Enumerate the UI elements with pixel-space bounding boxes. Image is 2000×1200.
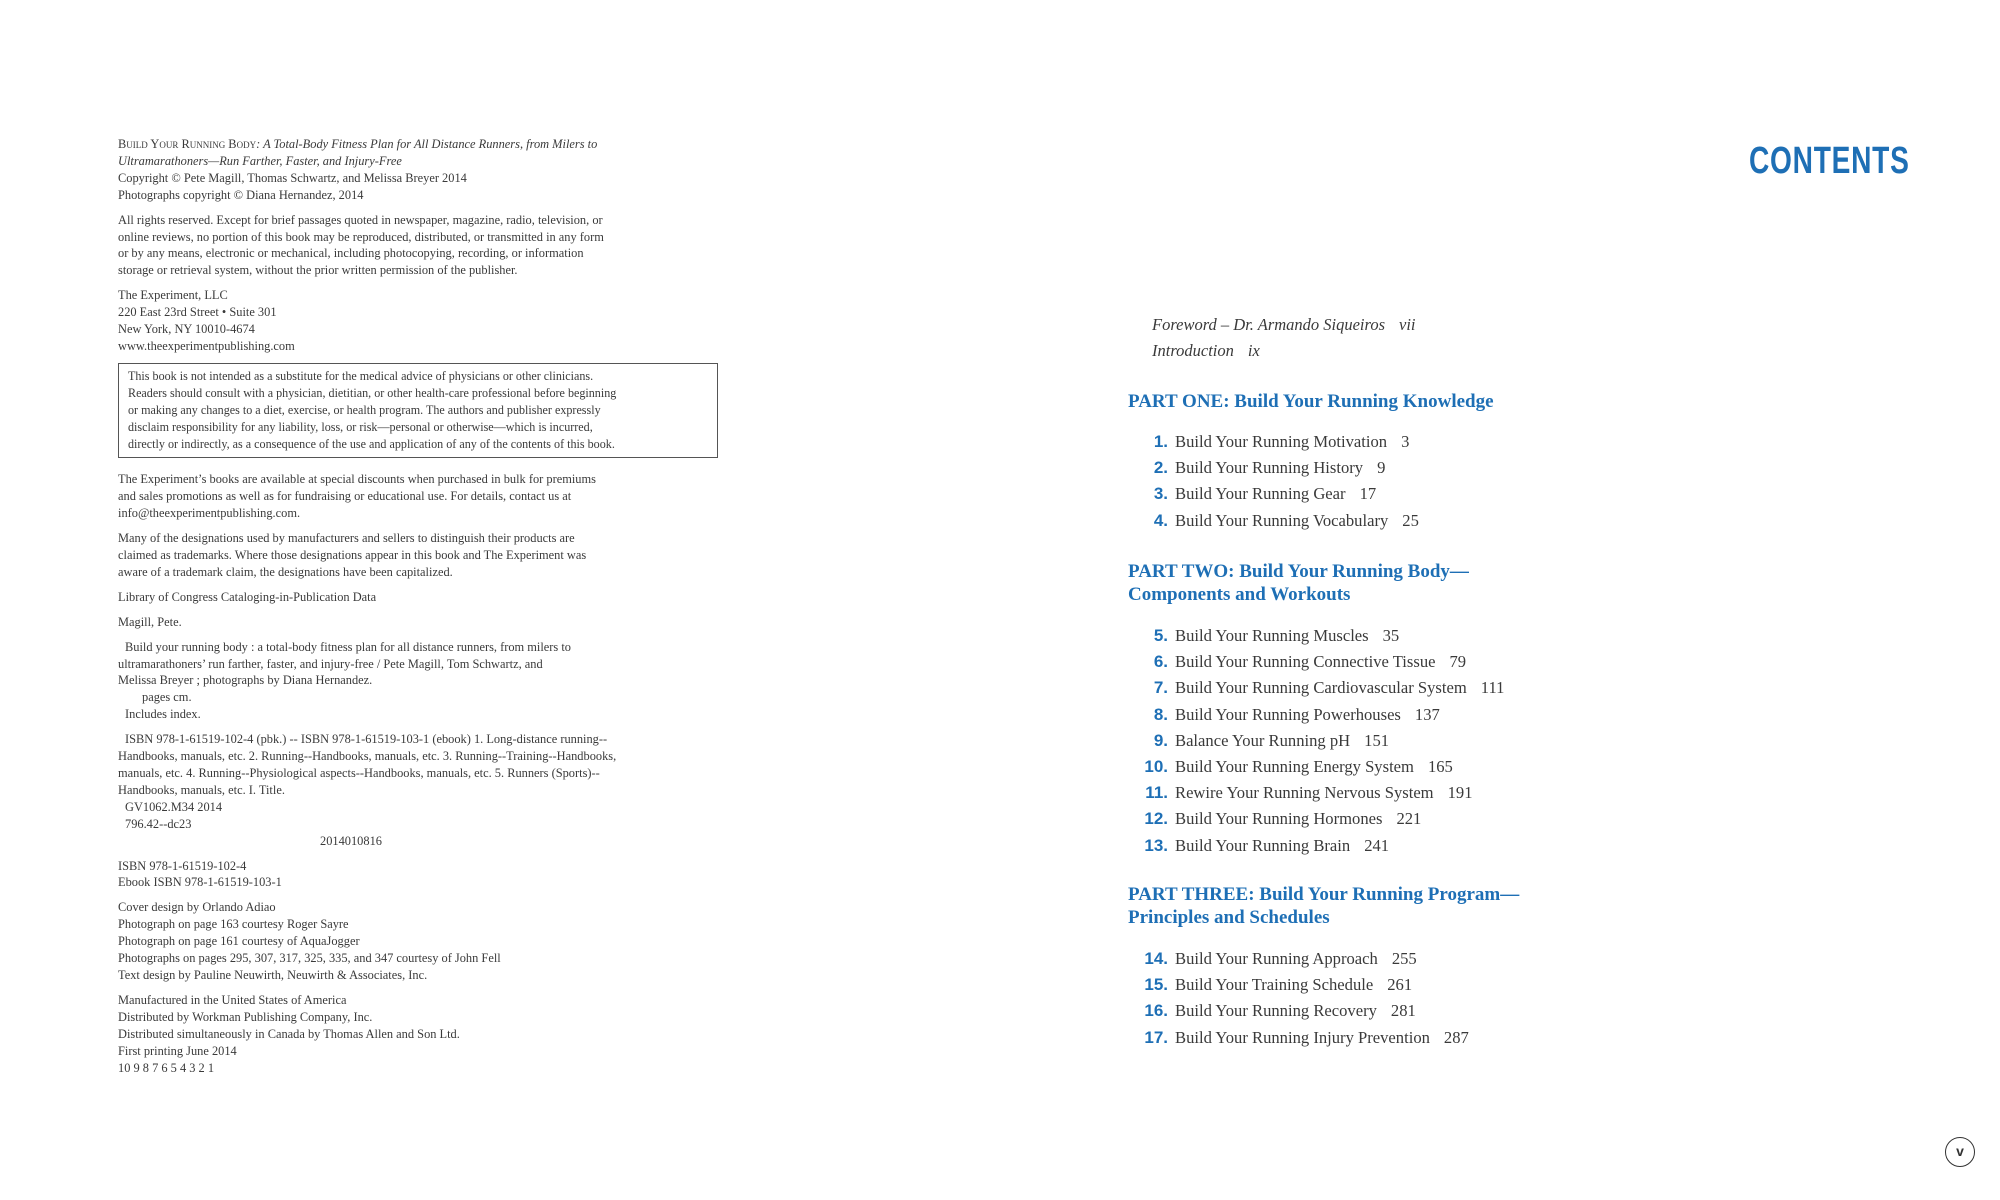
text-line: Build your running body : a total-body fitness plan for all distance runners, from milers to <box>125 639 571 654</box>
chapter-title: Build Your Running Hormones <box>1175 809 1383 829</box>
chapter-number: 17. <box>1144 1027 1168 1047</box>
text-line: and sales promotions as well as for fundraising or educational use. For details, contact us at <box>118 489 572 504</box>
part-one-heading[interactable] <box>1128 390 1494 413</box>
rights-paragraph <box>118 212 728 280</box>
part-title-line: PART ONE: Build Your Running Knowledge <box>1128 391 1494 412</box>
isbn-print: ISBN 978-1-61519-102-4 <box>118 858 247 873</box>
text-line: or by any means, electronic or mechanical, including photocopying, recording, or information <box>118 246 584 261</box>
toc-chapter[interactable] <box>1128 806 1504 832</box>
page-number-badge: v <box>1945 1137 1975 1167</box>
toc-chapter[interactable] <box>1128 429 1419 455</box>
text-line: All rights reserved. Except for brief passages quoted in newspaper, magazine, radio, television, or <box>118 212 603 227</box>
chapter-title: Build Your Running Energy System <box>1175 756 1414 776</box>
chapter-title: Build Your Running Muscles <box>1175 626 1369 645</box>
part-three-heading[interactable] <box>1128 883 1519 929</box>
chapter-number: 2. <box>1153 458 1168 478</box>
chapter-number: 12. <box>1144 809 1168 829</box>
chapter-title: Build Your Running Motivation <box>1175 432 1388 451</box>
toc-chapter[interactable] <box>1128 754 1504 780</box>
photo-copyright-line: Photographs copyright © Diana Hernandez, 2014 <box>118 187 364 202</box>
chapter-number: 8. <box>1153 704 1168 724</box>
toc-entry-page: ix <box>1247 341 1260 360</box>
text-line: ISBN 978-1-61519-102-4 (pbk.) -- ISBN 978-1-61519-103-1 (ebook) 1. Long-distance running-- <box>125 732 608 747</box>
chapter-number: 4. <box>1153 510 1168 530</box>
text-line: Distributed by Workman Publishing Company, Inc. <box>118 1009 373 1024</box>
part-three-chapters <box>1128 946 1469 1051</box>
cip-pages: pages cm. <box>142 690 192 705</box>
isbn-ebook: Ebook ISBN 978-1-61519-103-1 <box>118 875 282 890</box>
text-line: online reviews, no portion of this book may be reproduced, distributed, or transmitted in any form <box>118 229 604 244</box>
text-line: directly or indirectly, as a consequence of the use and application of any of the contents of this book. <box>128 436 615 451</box>
chapter-page: 191 <box>1447 783 1473 803</box>
chapter-page: 255 <box>1391 949 1417 968</box>
book-subtitle-cont: Ultramarathoners—Run Farther, Faster, and Injury-Free <box>118 153 402 168</box>
publisher-city: New York, NY 10010-4674 <box>118 322 255 337</box>
chapter-number: 3. <box>1153 484 1168 504</box>
part-one-chapters <box>1128 429 1419 534</box>
cip-heading: Library of Congress Cataloging-in-Publication Data <box>118 589 377 604</box>
toc-chapter[interactable] <box>1128 623 1504 649</box>
lccn-number: 2014010816 <box>320 833 382 848</box>
chapter-page: 241 <box>1364 835 1390 855</box>
contents-heading: CONTENTS <box>1749 140 1910 182</box>
credits-block <box>118 899 728 984</box>
book-subtitle: : A Total-Body Fitness Plan for All Distance Runners, from Milers to <box>256 137 598 151</box>
text-line: Many of the designations used by manufacturers and sellers to distinguish their products are <box>118 531 575 546</box>
isbn-subjects <box>118 731 728 832</box>
cip-author: Magill, Pete. <box>118 614 182 629</box>
publisher-street: 220 East 23rd Street • Suite 301 <box>118 305 277 320</box>
bulk-sales-paragraph <box>118 471 728 522</box>
chapter-number: 10. <box>1144 756 1168 776</box>
chapter-number: 7. <box>1153 678 1168 698</box>
chapter-page: 111 <box>1480 678 1505 698</box>
chapter-title: Build Your Running Injury Prevention <box>1175 1027 1430 1047</box>
part-title-line: Principles and Schedules <box>1128 907 1330 928</box>
chapter-title: Rewire Your Running Nervous System <box>1175 783 1434 803</box>
chapter-title: Build Your Running Powerhouses <box>1175 704 1401 724</box>
chapter-page: 151 <box>1364 730 1390 750</box>
part-two-heading[interactable] <box>1128 560 1469 606</box>
text-line: manuals, etc. 4. Running--Physiological aspects--Handbooks, manuals, etc. 5. Runners (Sports)-- <box>118 766 600 780</box>
toc-chapter[interactable] <box>1128 702 1504 728</box>
chapter-title: Build Your Training Schedule <box>1175 975 1374 995</box>
copyright-page <box>118 136 728 1084</box>
text-line: Melissa Breyer ; photographs by Diana Hernandez. <box>118 673 373 688</box>
dewey-number: 796.42--dc23 <box>125 816 192 831</box>
toc-entry-title: Introduction <box>1152 341 1234 360</box>
chapter-number: 1. <box>1153 432 1168 451</box>
text-line: storage or retrieval system, without the prior written permission of the publisher. <box>118 263 518 278</box>
cip-record <box>118 639 728 724</box>
part-two-chapters <box>1128 623 1504 859</box>
text-line: Readers should consult with a physician, dietitian, or other health-care professional before beginning <box>128 385 617 400</box>
text-line: Text design by Pauline Neuwirth, Neuwirth & Associates, Inc. <box>118 967 428 982</box>
text-line: info@theexperimentpublishing.com. <box>118 506 301 521</box>
chapter-page: 3 <box>1401 432 1410 451</box>
manufacture-block <box>118 992 728 1077</box>
chapter-page: 35 <box>1382 626 1400 645</box>
printing-line: 10 9 8 7 6 5 4 3 2 1 <box>118 1060 215 1075</box>
text-line: Distributed simultaneously in Canada by Thomas Allen and Son Ltd. <box>118 1026 460 1041</box>
chapter-page: 261 <box>1387 975 1413 995</box>
isbn-block <box>118 858 728 892</box>
toc-chapter[interactable] <box>1128 833 1504 859</box>
text-line: Manufactured in the United States of America <box>118 992 347 1007</box>
toc-chapter[interactable] <box>1128 998 1469 1024</box>
toc-entry-foreword[interactable] <box>1152 312 1416 338</box>
chapter-title: Build Your Running Recovery <box>1175 1001 1377 1021</box>
medical-disclaimer-box <box>118 363 718 459</box>
chapter-number: 13. <box>1144 835 1168 855</box>
text-line: Photographs on pages 295, 307, 317, 325, 335, and 347 courtesy of John Fell <box>118 951 501 966</box>
toc-chapter[interactable] <box>1128 728 1504 754</box>
toc-chapter[interactable] <box>1128 481 1419 507</box>
chapter-title: Build Your Running Approach <box>1175 949 1378 968</box>
toc-chapter[interactable] <box>1128 455 1419 481</box>
text-line: claimed as trademarks. Where those designations appear in this book and The Experiment was <box>118 548 587 563</box>
text-line: aware of a trademark claim, the designations have been capitalized. <box>118 564 453 579</box>
toc-chapter[interactable] <box>1128 1025 1469 1051</box>
chapter-title: Balance Your Running pH <box>1175 730 1351 750</box>
text-line: disclaim responsibility for any liability, loss, or risk—personal or otherwise—which is incurred, <box>128 419 593 434</box>
chapter-number: 16. <box>1144 1001 1168 1021</box>
chapter-page: 165 <box>1427 756 1453 776</box>
chapter-page: 25 <box>1402 510 1419 530</box>
text-line: Handbooks, manuals, etc. 2. Running--Handbooks, manuals, etc. 3. Running--Training--Handbooks, <box>118 749 617 764</box>
publisher-website: www.theexperimentpublishing.com <box>118 338 295 353</box>
chapter-page: 17 <box>1359 484 1377 504</box>
chapter-number: 11. <box>1145 783 1168 803</box>
trademark-paragraph <box>118 530 728 581</box>
toc-entry-introduction[interactable] <box>1152 338 1416 364</box>
chapter-title: Build Your Running History <box>1175 458 1364 478</box>
chapter-number: 15. <box>1144 975 1168 995</box>
copyright-line: Copyright © Pete Magill, Thomas Schwartz, and Melissa Breyer 2014 <box>118 170 467 185</box>
part-title-line: Components and Workouts <box>1128 584 1351 605</box>
chapter-title: Build Your Running Vocabulary <box>1175 510 1389 530</box>
cip-index: Includes index. <box>125 707 201 722</box>
toc-chapter[interactable] <box>1128 946 1469 972</box>
chapter-title: Build Your Running Gear <box>1175 484 1346 504</box>
book-title: Build Your Running Body <box>118 137 257 151</box>
chapter-number: 14. <box>1144 949 1168 968</box>
toc-chapter[interactable] <box>1128 649 1504 675</box>
chapter-page: 287 <box>1443 1027 1469 1047</box>
toc-chapter[interactable] <box>1128 675 1504 701</box>
text-line: ultramarathoners’ run farther, faster, and injury-free / Pete Magill, Tom Schwartz, and <box>118 656 543 671</box>
part-title-line: PART TWO: Build Your Running Body— <box>1128 561 1469 582</box>
chapter-page: 79 <box>1449 652 1467 672</box>
text-line: First printing June 2014 <box>118 1043 237 1058</box>
chapter-page: 137 <box>1414 704 1440 724</box>
chapter-title: Build Your Running Brain <box>1175 835 1351 855</box>
text-line: or making any changes to a diet, exercise, or health program. The authors and publisher expressly <box>128 402 601 417</box>
toc-chapter[interactable] <box>1128 508 1419 534</box>
publisher-name: The Experiment, LLC <box>118 288 228 303</box>
publisher-address <box>118 287 728 355</box>
toc-entry-page: vii <box>1399 315 1416 334</box>
chapter-title: Build Your Running Cardiovascular System <box>1175 678 1467 698</box>
class-number: GV1062.M34 2014 <box>125 799 223 814</box>
text-line: The Experiment’s books are available at special discounts when purchased in bulk for premiums <box>118 472 596 487</box>
title-block <box>118 136 728 204</box>
part-title-line: PART THREE: Build Your Running Program— <box>1128 884 1520 905</box>
chapter-page: 221 <box>1396 809 1422 829</box>
toc-entry-title: Foreword – Dr. Armando Siqueiros <box>1152 315 1385 334</box>
chapter-number: 5. <box>1153 626 1168 645</box>
chapter-page: 281 <box>1390 1001 1416 1021</box>
text-line: Photograph on page 161 courtesy of AquaJogger <box>118 934 360 949</box>
chapter-title: Build Your Running Connective Tissue <box>1175 652 1436 672</box>
toc-chapter[interactable] <box>1128 972 1469 998</box>
chapter-number: 9. <box>1153 730 1168 750</box>
text-line: Handbooks, manuals, etc. I. Title. <box>118 782 285 797</box>
text-line: Cover design by Orlando Adiao <box>118 900 276 915</box>
front-matter-list <box>1152 312 1416 364</box>
chapter-page: 9 <box>1377 458 1386 478</box>
toc-chapter[interactable] <box>1128 780 1504 806</box>
chapter-number: 6. <box>1153 652 1168 672</box>
text-line: Photograph on page 163 courtesy Roger Sayre <box>118 917 349 932</box>
text-line: This book is not intended as a substitute for the medical advice of physicians or other clinicians. <box>128 368 594 383</box>
